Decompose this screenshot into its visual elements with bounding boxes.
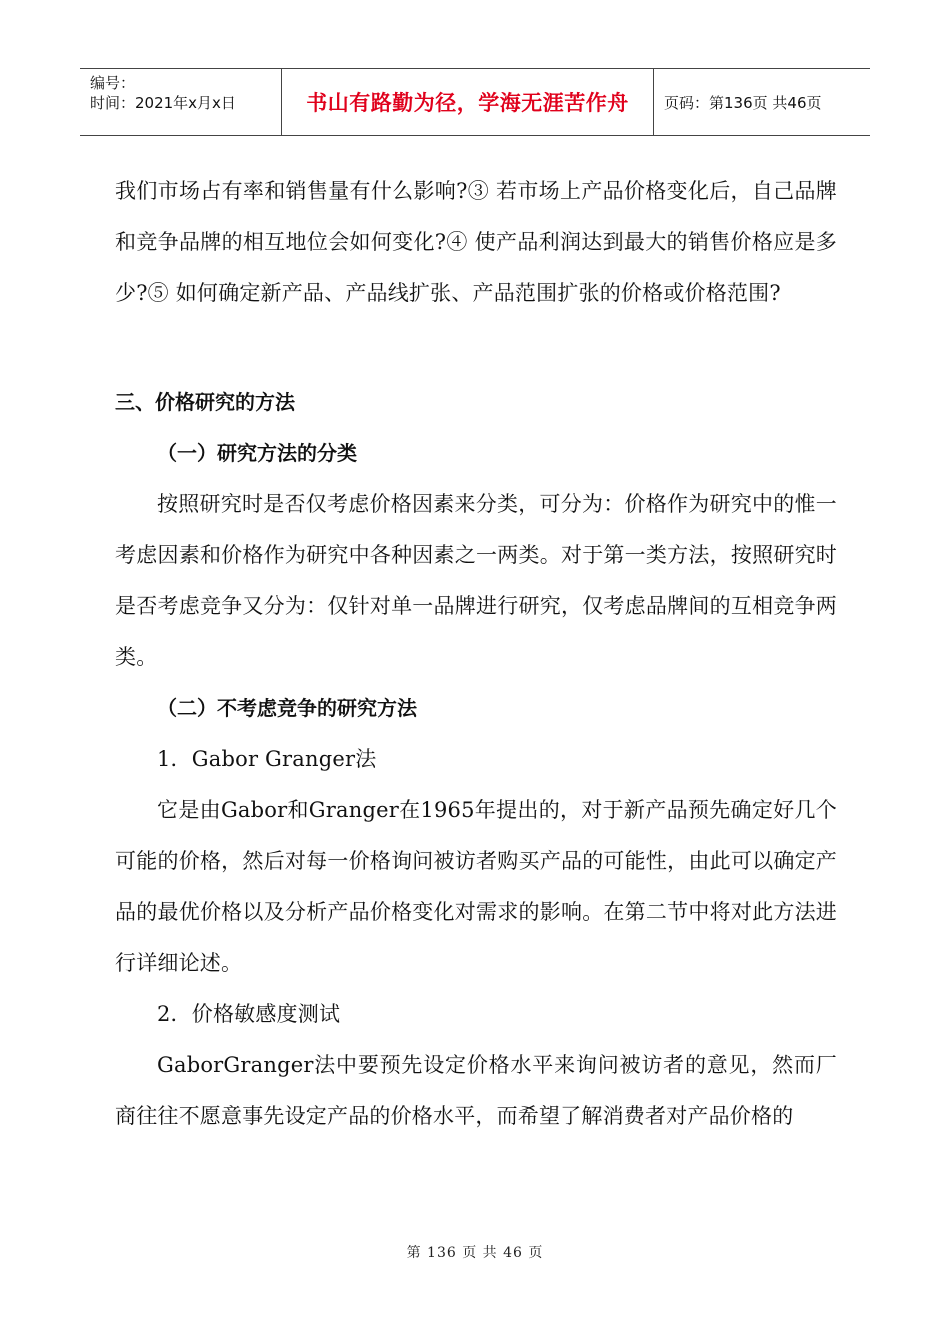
subsection-heading-non-competitive: （二）不考虑竞争的研究方法 [157, 696, 417, 720]
item-title-price-sensitivity: 2．价格敏感度测试 [157, 1002, 341, 1026]
document-body [115, 166, 837, 1142]
header-meta [80, 69, 282, 135]
page-footer: 第 136 页 共 46 页 [406, 1245, 544, 1261]
paragraph-price-sensitivity: GaborGranger法中要预先设定价格水平来询问被访者的意见，然而厂商往往不愿意事先设定产品的价格水平，而希望了解消费者对产品价格的 [115, 1053, 837, 1128]
page-header [80, 68, 870, 136]
item-title-gabor-granger: 1．Gabor Granger法 [157, 747, 377, 771]
document-date: 时间：2021年x月x日 [90, 94, 236, 112]
subsection-heading-classification: （一）研究方法的分类 [157, 441, 357, 465]
header-motto: 书山有路勤为径，学海无涯苦作舟 [282, 69, 654, 135]
section-heading: 三、价格研究的方法 [115, 390, 295, 414]
paragraph-classification: 按照研究时是否仅考虑价格因素来分类，可分为：价格作为研究中的惟一考虑因素和价格作为研究中各种因素之一两类。对于第一类方法，按照研究时是否考虑竞争又分为：仅针对单一品牌进行研究，仅考虑品牌间的互相竞争两类。 [115, 492, 837, 669]
paragraph-questions: 我们市场占有率和销售量有什么影响?③ 若市场上产品价格变化后，自己品牌和竞争品牌的相互地位会如何变化?④ 使产品利润达到最大的销售价格应是多少?⑤ 如何确定新产品、产品线扩张、产品范围扩张的价格或价格范围? [115, 179, 837, 305]
header-page-info: 页码：第136页 共46页 [664, 93, 822, 112]
section-gap [115, 319, 837, 377]
document-number-label: 编号： [90, 74, 136, 92]
paragraph-gabor-granger: 它是由Gabor和Granger在1965年提出的，对于新产品预先确定好几个可能的价格，然后对每一价格询问被访者购买产品的可能性，由此可以确定产品的最优价格以及分析产品价格变化对需求的影响。在第二节中将对此方法进行详细论述。 [115, 798, 837, 975]
